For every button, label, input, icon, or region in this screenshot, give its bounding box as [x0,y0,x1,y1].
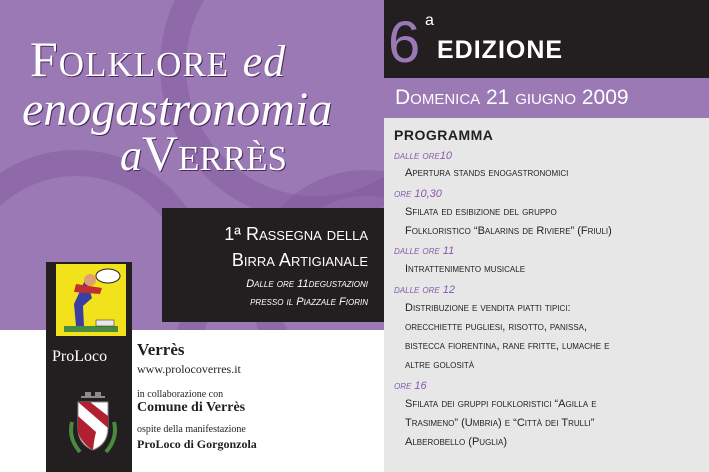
proloco-website-link[interactable]: www.prolocoverres.it [137,362,241,376]
guest-proloco: ProLoco di Gorgonzola [137,437,257,451]
proloco-badge-label: ProLoco [52,348,108,365]
programme-line: Distribuzione e vendita piatti tipici: [405,302,571,314]
programme-line: Sfilata ed esibizione del gruppo [405,206,557,218]
programme-line: Folkloristico “Balarins de Riviere” (Friuli) [405,225,612,237]
beer-festival-box [162,208,384,322]
beer-detail-line-2: presso il Piazzale Fiorin [250,296,368,308]
hero-word-verres: Verrès [142,125,288,181]
programme-line: bistecca fiorentina, rane fritte, lumache e [405,340,610,352]
partner-comune: Comune di Verrès [137,400,246,415]
edition-label: EDIZIONE [437,36,564,64]
programme-time: dalle ore 11 [394,245,455,257]
bowing-figure-icon [56,264,126,336]
edition-superscript: a [425,12,434,29]
hero-word-folklore: Folklore [30,31,230,87]
programme-line: Apertura stands enogastronomici [405,167,569,179]
programme-line: Trasimeno” (Umbria) e “Città dei Trulli” [405,417,595,429]
programme-line: orecchiette pugliesi, risotto, panissa, [405,321,588,333]
programme-line: altre golosità [405,359,475,371]
programme-time: ore 10,30 [394,188,442,200]
programme-time: dalle ore 12 [394,284,456,296]
proloco-name: Verrès [137,340,185,359]
programme-line: Alberobello (Puglia) [405,436,507,448]
hero-title-line-2: enogastronomia [22,83,333,136]
collaboration-label: in collaborazione con [137,389,224,400]
beer-detail-line-1: Dalle ore 11degustazioni [246,278,368,290]
guest-label: ospite della manifestazione [137,424,246,435]
programme-line: Intrattenimento musicale [405,263,526,275]
hero-title-line-1 [30,30,286,88]
hero-word-ed: ed [242,37,287,86]
proloco-poster-image [54,262,128,338]
beer-title-line-2: Birra Artigianale [231,250,368,270]
programme-time: ore 16 [394,380,427,392]
programme-line: Sfilata dei gruppi folkloristici “Agilla e [405,398,597,410]
hero-word-a: a [120,131,142,180]
hero-title-line-3 [120,124,287,182]
programme-title: PROGRAMMA [394,127,494,143]
programme-time: dalle ore10 [394,150,452,162]
edition-number: 6 [388,10,421,75]
event-date: Domenica 21 giugno 2009 [395,86,629,109]
coat-of-arms-icon [66,392,120,463]
beer-title-line-1: 1ª Rassegna della [224,224,368,244]
